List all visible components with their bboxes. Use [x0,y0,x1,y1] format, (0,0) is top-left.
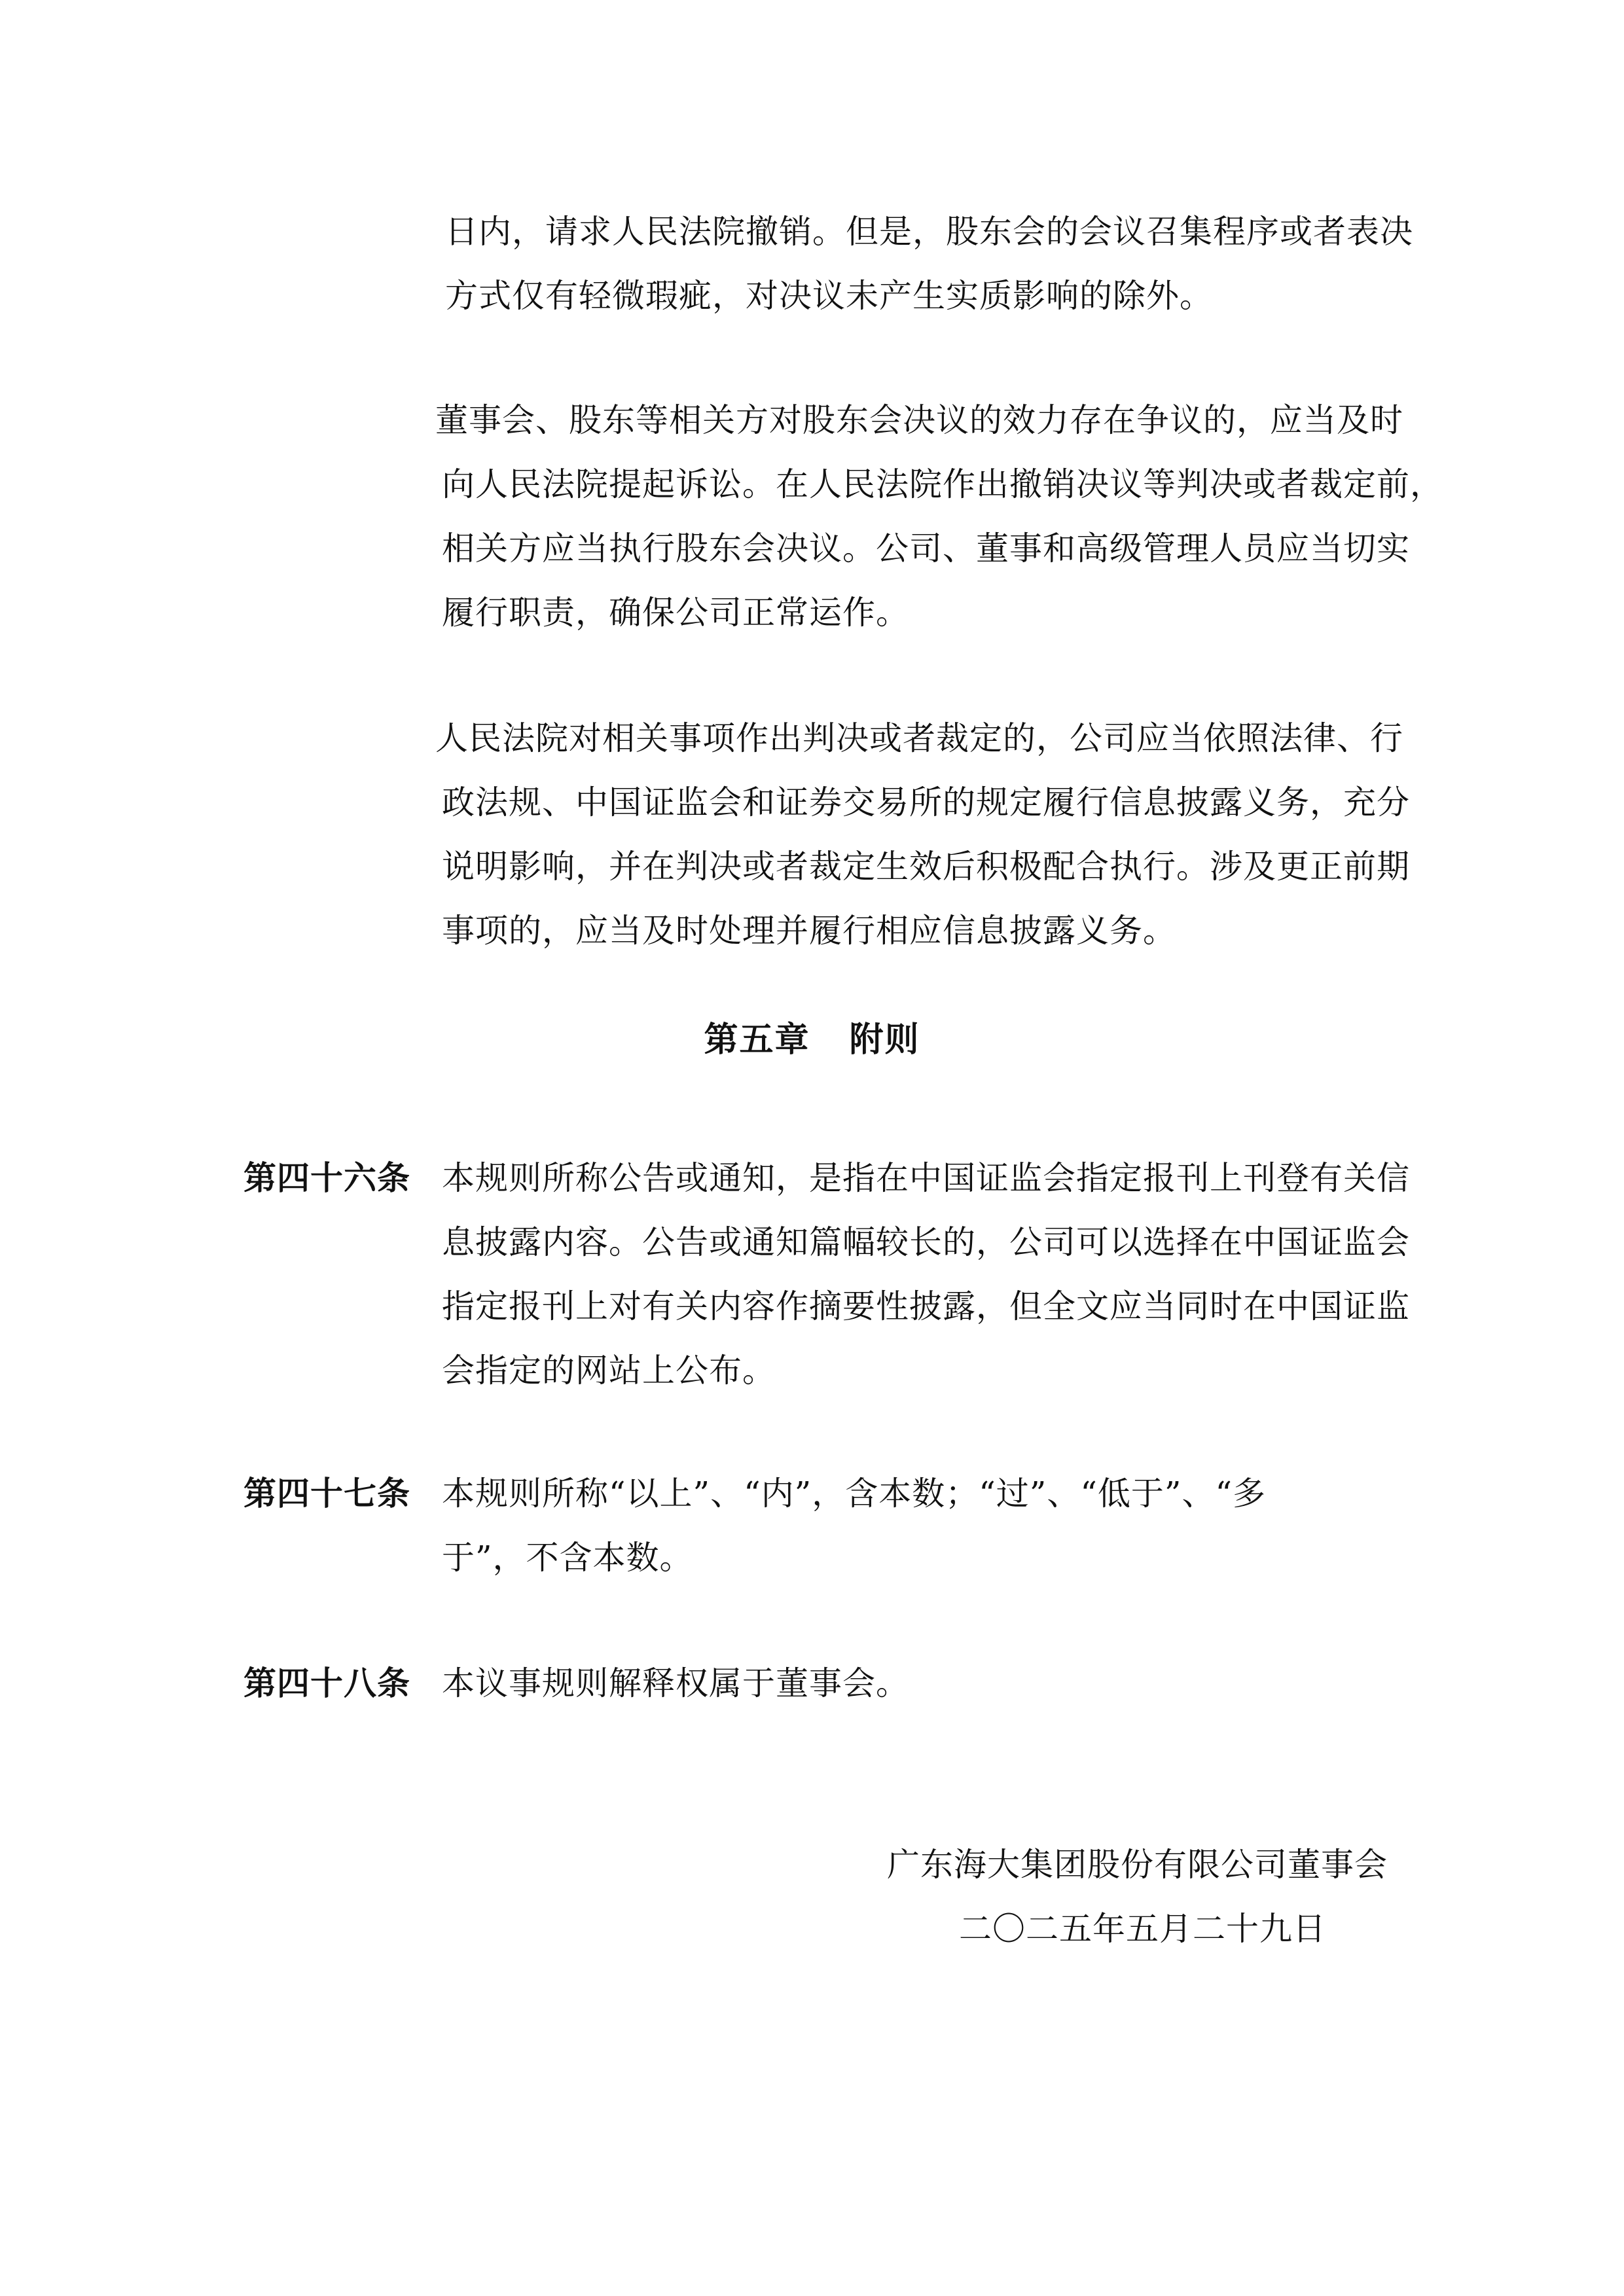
paragraph-line: 董事会、股东等相关方对股东会决议的效力存在争议的，应当及时 [435,401,1403,439]
article-label: 第四十八条 [244,1664,410,1702]
chapter-heading [0,1019,1624,1061]
article-label: 第四十七条 [244,1474,410,1513]
paragraph-line: 人民法院对相关事项作出判决或者裁定的，公司应当依照法律、行 [435,719,1403,757]
paragraph-line: 说明影响，并在判决或者裁定生效后积极配合执行。涉及更正前期 [442,848,1410,886]
paragraph-line: 政法规、中国证监会和证券交易所的规定履行信息披露义务，充分 [442,783,1410,821]
article-line: 本规则所称“以上”、“内”，含本数；“过”、“低于”、“多 [442,1475,1267,1513]
signature-company: 广东海大集团股份有限公司董事会 [887,1846,1388,1884]
article-line: 本规则所称公告或通知，是指在中国证监会指定报刊上刊登有关信 [442,1159,1410,1197]
paragraph-line: 向人民法院提起诉讼。在人民法院作出撤销决议等判决或者裁定前， [442,465,1443,503]
article-line: 会指定的网站上公布。 [442,1352,776,1390]
article-line: 息披露内容。公告或通知篇幅较长的，公司可以选择在中国证监会 [442,1223,1410,1261]
paragraph-line: 事项的，应当及时处理并履行相应信息披露义务。 [442,912,1176,950]
paragraph-line: 方式仅有轻微瑕疵，对决议未产生实质影响的除外。 [445,277,1213,315]
paragraph-line: 相关方应当执行股东会决议。公司、董事和高级管理人员应当切实 [442,529,1410,567]
article-label: 第四十六条 [244,1158,410,1197]
paragraph-line: 日内，请求人民法院撤销。但是，股东会的会议召集程序或者表决 [445,213,1413,251]
article-line: 指定报刊上对有关内容作摘要性披露，但全文应当同时在中国证监 [442,1287,1410,1325]
signature-date: 二〇二五年五月二十九日 [959,1910,1326,1948]
chapter-number: 第五章 [704,1020,810,1060]
paragraph-line: 履行职责，确保公司正常运作。 [442,594,909,632]
article-line: 本议事规则解释权属于董事会。 [442,1664,909,1702]
chapter-title: 附则 [849,1020,920,1060]
article-line: 于”，不含本数。 [442,1539,693,1577]
